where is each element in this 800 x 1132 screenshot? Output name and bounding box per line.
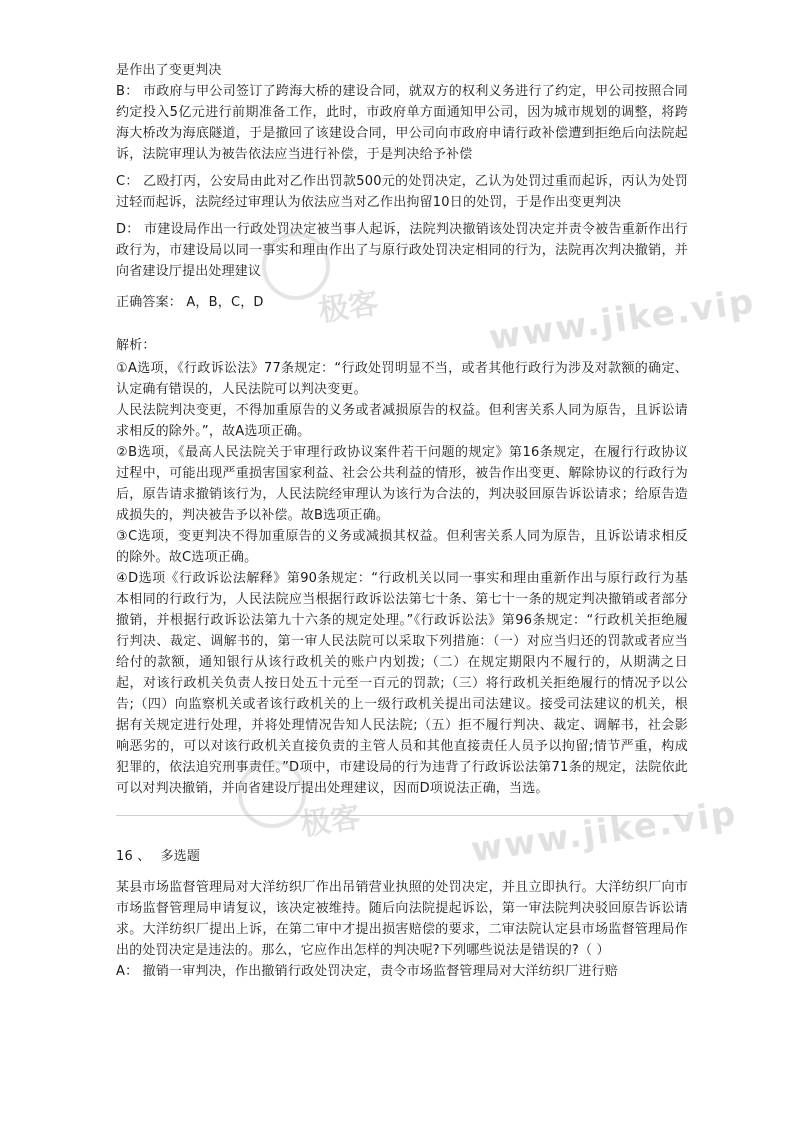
question-divider (116, 815, 688, 816)
analysis-a-part1: ①A选项，《行政诉讼法》77条规定：“行政处罚明显不当，或者其他行政行为涉及对款额的确定、认定确有错误的，人民法院可以判决变更。 (116, 361, 688, 397)
correct-answer: 正确答案： A，B，C，D (116, 295, 264, 310)
watermark-brand: 极客 (316, 285, 381, 329)
analysis-b: ②B选项，《最高人民法院关于审理行政协议案件若干问题的规定》第16条规定，在履行行政协议过程中，可能出现严重损害国家利益、社会公共利益的情形，被告作出变更、解除协议的行政行为后，原告请求撤销该行为，人民法院经审理认为该行为合法的，判决驳回原告诉讼请求；给原告造成损失的，判决被告予以补偿。故B选项正确。 (116, 445, 688, 523)
analysis-c: ③C选项，变更判决不得加重原告的义务或减损其权益。但利害关系人同为原告，且诉讼请求相反的除外。故C选项正确。 (116, 529, 688, 565)
question-number: 16 、 (116, 849, 151, 864)
analysis-d: ④D选项《行政诉讼法解释》第90条规定：“行政机关以同一事实和理由重新作出与原行政行为基本相同的行政行为，人民法院应当根据行政诉讼法第七十条、第七十一条的规定判决撤销或者部分撤销，并根据行政诉讼法第九十六条的规定处理。”《行政诉讼法》第96条规定：“行政机关拒绝履行判决、裁定、调解书的，第一审人民法院可以采取下列措施：（一）对应当归还的罚款或者应当给付的款额，通知银行从该行政机关的账户内划拨;（二）在规定期限内不履行的，从期满之日起，对该行政机关负责人按日处五十元至一百元的罚款;（三）将行政机关拒绝履行的情况予以公告;（四）向监察机关或者该行政机关的上一级行政机关提出司法建议。接受司法建议的机关，根据有关规定进行处理，并将处理情况告知人民法院;（五）拒不履行判决、裁定、调解书，社会影响恶劣的，可以对该行政机关直接负责的主管人员和其他直接责任人员予以拘留;情节严重，构成犯罪的，依法追究刑事责任。”D项中，市建设局的行为违背了行政诉讼法第71条的规定，法院依此可以对判决撤销，并向省建设厅提出处理建议，因而D项说法正确，当选。 (116, 571, 688, 796)
watermark-url: www.jike.vip (468, 793, 740, 871)
previous-option-tail: 是作出了变更判决 (116, 63, 222, 78)
option-c: C： 乙殴打丙，公安局由此对乙作出罚款500元的处罚决定，乙认为处罚过重而起诉，丙认为处罚过轻而起诉，法院经过审理认为依法应当对乙作出拘留10日的处罚，于是作出变更判决 (116, 174, 688, 210)
document-page (116, 60, 688, 982)
question-text: 某县市场监督管理局对大洋纺织厂作出吊销营业执照的处罚决定，并且立即执行。大洋纺织厂向市市场监督管理局申请复议，该决定被维持。随后向法院提起诉讼，第一审法院判决驳回原告诉讼请求。大洋纺织厂提出上诉，在第二审中才提出损害赔偿的要求，二审法院认定县市场监督管理局作出的处罚决定是违法的。那么，它应作出怎样的判决呢?下列哪些说法是错误的?（ ） (116, 880, 688, 958)
question-type: 多选题 (160, 849, 201, 864)
option-d: D： 市建设局作出一行政处罚决定被当事人起诉，法院判决撤销该处罚决定并责令被告重新作出行政行为，市建设局以同一事实和理由作出了与原行政处罚决定相同的行为，法院再次判决撤销，并向省建设厅提出处理建议 (116, 222, 688, 279)
question-header (116, 846, 688, 867)
analysis-label: 解析： (116, 338, 156, 353)
option-b: B： 市政府与甲公司签订了跨海大桥的建设合同，就双方的权利义务进行了约定，甲公司按照合同约定投入5亿元进行前期准备工作，此时，市政府单方面通知甲公司，因为城市规划的调整，将跨海大桥改为海底隧道，于是撤回了该建设合同，甲公司向市政府申请行政补偿遭到拒绝后向法院起诉，法院审理认为被告依法应当进行补偿，于是判决给予补偿 (116, 84, 688, 162)
watermark-url: www.jike.vip (486, 281, 758, 359)
analysis-a-part2: 人民法院判决变更，不得加重原告的义务或者减损原告的权益。但利害关系人同为原告，且诉讼请求相反的除外。”，故A选项正确。 (116, 403, 688, 439)
watermark-brand: 极客 (298, 799, 363, 843)
option-a: A： 撤销一审判决，作出撤销行政处罚决定，责令市场监督管理局对大洋纺织厂进行赔 (116, 964, 618, 979)
